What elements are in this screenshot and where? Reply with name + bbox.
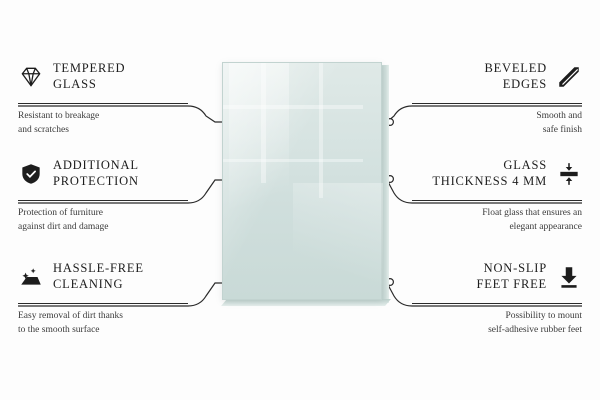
divider — [18, 200, 188, 201]
divider — [18, 103, 188, 104]
feature-description: Possibility to mount self-adhesive rubber feet — [488, 311, 582, 335]
divider — [412, 200, 582, 201]
diamond-icon — [18, 64, 44, 90]
glass-reflection — [319, 63, 323, 198]
glass-reflection — [223, 105, 363, 109]
glass-reflection — [223, 159, 363, 162]
feature-title: TEMPERED GLASS — [53, 61, 126, 91]
feature-title: HASSLE-FREE CLEANING — [53, 261, 144, 291]
feature-tempered-glass — [18, 58, 188, 138]
glass-bottom-edge — [221, 299, 391, 306]
non-slip-foot-icon — [556, 264, 582, 290]
feature-beveled-edges — [412, 58, 582, 138]
glass-panel-product — [222, 62, 382, 300]
feature-hassle-free-cleaning — [18, 258, 188, 338]
glass-side-edge — [381, 65, 389, 303]
thickness-arrows-icon — [556, 161, 582, 187]
glass-front-face — [222, 62, 382, 300]
glass-reflection — [261, 63, 266, 183]
divider — [412, 103, 582, 104]
feature-description: Easy removal of dirt thanks to the smooth surface — [18, 311, 124, 335]
feature-description: Float glass that ensures an elegant appearance — [482, 208, 582, 232]
feature-description: Protection of furniture against dirt and damage — [18, 208, 109, 232]
feature-description: Smooth and safe finish — [536, 111, 582, 135]
feature-title: NON-SLIP FEET FREE — [476, 261, 547, 291]
feature-title: ADDITIONAL PROTECTION — [53, 158, 139, 188]
sparkle-cloth-icon — [18, 264, 44, 290]
shield-check-icon — [18, 161, 44, 187]
divider — [18, 303, 188, 304]
beveled-edge-icon — [556, 64, 582, 90]
divider — [412, 303, 582, 304]
feature-glass-thickness — [412, 155, 582, 235]
feature-additional-protection — [18, 155, 188, 235]
glass-reflection — [293, 183, 383, 301]
feature-title: BEVELED EDGES — [484, 61, 547, 91]
feature-title: GLASS THICKNESS 4 MM — [432, 158, 547, 188]
glass-reflection — [229, 63, 289, 273]
feature-description: Resistant to breakage and scratches — [18, 111, 100, 135]
feature-non-slip-feet — [412, 258, 582, 338]
